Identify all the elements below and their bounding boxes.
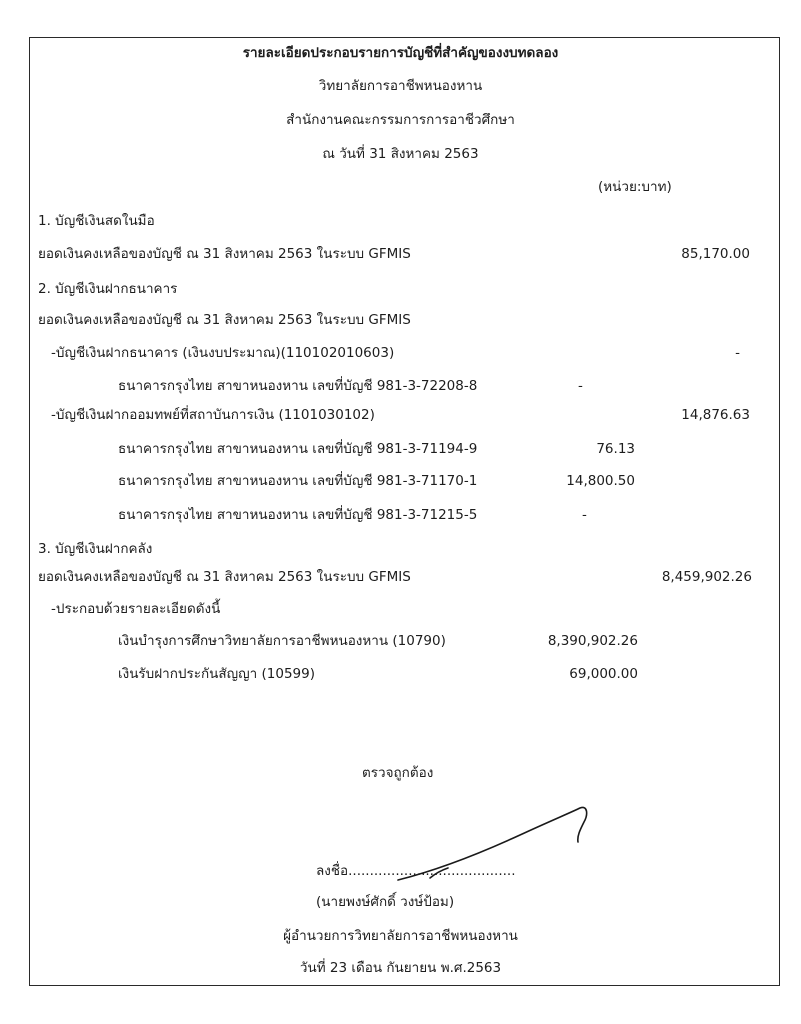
- office-name: สำนักงานคณะกรรมการการอาชีวศึกษา: [286, 112, 515, 128]
- section1-heading: 1. บัญชีเงินสดในมือ: [38, 213, 155, 229]
- section3-heading: 3. บัญชีเงินฝากคลัง: [38, 541, 153, 557]
- list-item-value: 14,800.50: [566, 473, 635, 489]
- budget-bank-value: -: [578, 378, 583, 394]
- verified-label: ตรวจถูกต้อง: [362, 765, 434, 781]
- list-item: ธนาคารกรุงไทย สาขาหนองหาน เลขที่บัญชี 981-3-71170-1: [118, 473, 478, 489]
- section2-heading: 2. บัญชีเงินฝากธนาคาร: [38, 281, 178, 297]
- budget-account-value: -: [735, 345, 740, 361]
- signer-position: ผู้อำนวยการวิทยาลัยการอาชีพหนองหาน: [283, 928, 518, 944]
- budget-bank-label: ธนาคารกรุงไทย สาขาหนองหาน เลขที่บัญชี 981-3-72208-8: [118, 378, 478, 394]
- list-item-value: 8,390,902.26: [547, 633, 638, 649]
- college-name: วิทยาลัยการอาชีพหนองหาน: [318, 78, 483, 94]
- list-item: เงินบำรุงการศึกษาวิทยาลัยการอาชีพหนองหาน (10790): [118, 633, 446, 649]
- list-item-value: -: [582, 507, 587, 523]
- list-item-value: 76.13: [596, 441, 635, 457]
- list-item: เงินรับฝากประกันสัญญา (10599): [118, 666, 315, 682]
- section3-details-label: -ประกอบด้วยรายละเอียดดังนี้: [51, 601, 221, 617]
- savings-account-label: -บัญชีเงินฝากออมทพย์ที่สถาบันการเงิน (1101030102): [51, 407, 375, 423]
- list-item-value: 69,000.00: [569, 666, 638, 682]
- report-date: ณ วันที่ 31 สิงหาคม 2563: [322, 146, 479, 162]
- document-title: รายละเอียดประกอบรายการบัญชีที่สำคัญของงบทดลอง: [242, 45, 559, 61]
- signature-date: วันที่ 23 เดือน กันยายน พ.ศ.2563: [299, 960, 502, 976]
- budget-account-label: -บัญชีเงินฝากธนาคาร (เงินงบประมาณ)(110102010603): [51, 345, 395, 361]
- signature-line: ลงชื่อ.......................................: [316, 863, 516, 879]
- section3-balance-value: 8,459,902.26: [661, 569, 752, 585]
- section2-balance-label: ยอดเงินคงเหลือของบัญชี ณ 31 สิงหาคม 2563 ในระบบ GFMIS: [38, 312, 411, 328]
- savings-account-value: 14,876.63: [681, 407, 750, 423]
- section1-balance-value: 85,170.00: [681, 246, 750, 262]
- unit-label: (หน่วย:บาท): [598, 179, 672, 195]
- section3-balance-label: ยอดเงินคงเหลือของบัญชี ณ 31 สิงหาคม 2563 ในระบบ GFMIS: [38, 569, 411, 585]
- signer-name: (นายพงษ์ศักดิ์ วงษ์ป้อม): [316, 894, 455, 910]
- list-item: ธนาคารกรุงไทย สาขาหนองหาน เลขที่บัญชี 981-3-71194-9: [118, 441, 478, 457]
- section1-balance-label: ยอดเงินคงเหลือของบัญชี ณ 31 สิงหาคม 2563 ในระบบ GFMIS: [38, 246, 411, 262]
- list-item: ธนาคารกรุงไทย สาขาหนองหาน เลขที่บัญชี 981-3-71215-5: [118, 507, 478, 523]
